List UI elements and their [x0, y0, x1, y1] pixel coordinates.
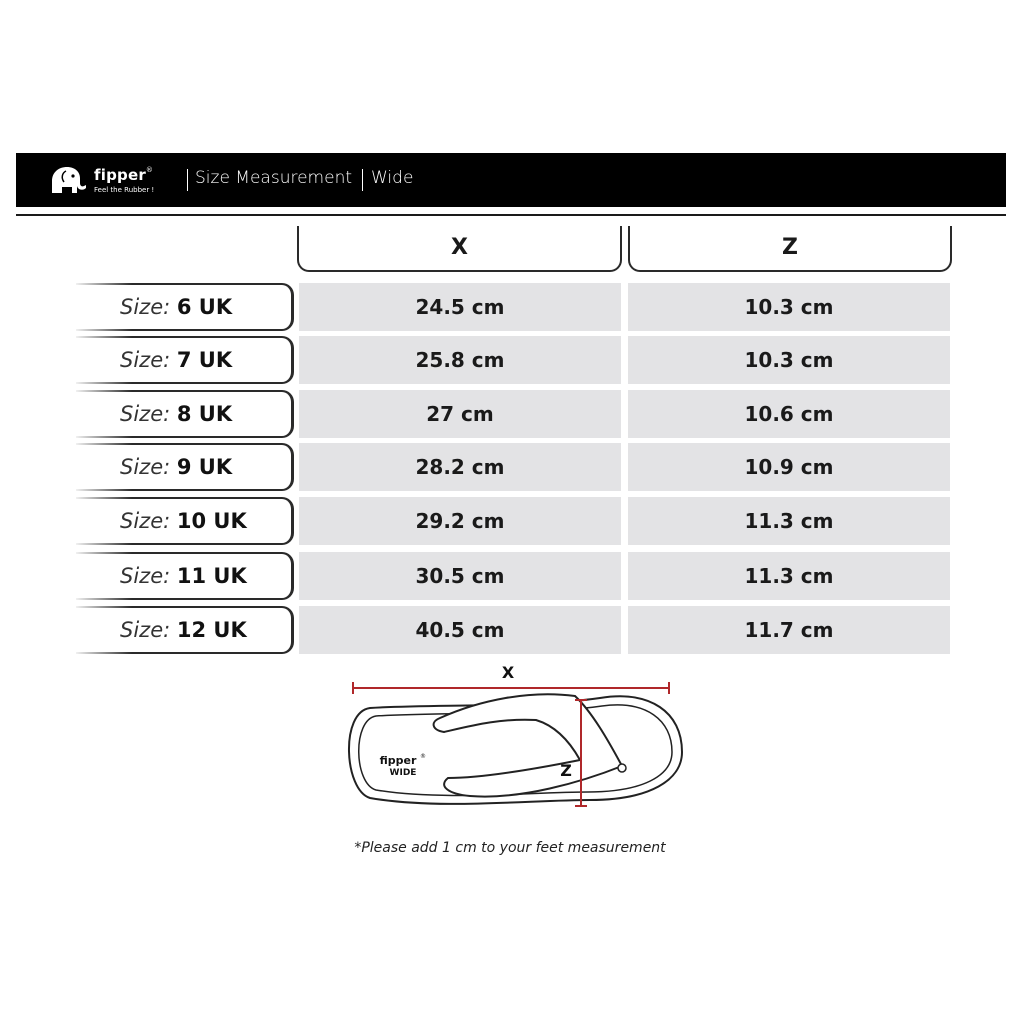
row-label-size: Size: 7 UK — [76, 336, 294, 384]
header-separator — [187, 169, 188, 191]
flip-flop-diagram — [330, 660, 700, 830]
table-cell-x: 30.5 cm — [299, 552, 621, 600]
z-label: Z — [560, 761, 572, 780]
table-cell-x: 27 cm — [299, 390, 621, 438]
page-title: Size Measurement — [195, 168, 353, 188]
row-label-size: Size: 6 UK — [76, 283, 294, 331]
row-label-size: Size: 11 UK — [76, 552, 294, 600]
table-cell-z: 10.9 cm — [628, 443, 950, 491]
row-label-size: Size: 9 UK — [76, 443, 294, 491]
column-header-x — [297, 226, 622, 272]
x-label: X — [501, 663, 515, 682]
table-cell-z: 10.3 cm — [628, 336, 950, 384]
table-cell-x: 24.5 cm — [299, 283, 621, 331]
header-bar — [16, 153, 1006, 207]
column-header-label: Z — [782, 235, 798, 260]
table-cell-z: 10.3 cm — [628, 283, 950, 331]
toe-post — [618, 764, 626, 772]
table-cell-x: 40.5 cm — [299, 606, 621, 654]
table-cell-z: 10.6 cm — [628, 390, 950, 438]
brand-tagline: Feel the Rubber ! — [94, 186, 155, 194]
flip-flop-illustration — [330, 660, 700, 830]
table-cell-z: 11.7 cm — [628, 606, 950, 654]
sole-brand: fipper — [379, 754, 417, 767]
table-cell-z: 11.3 cm — [628, 497, 950, 545]
sole-model: WIDE — [389, 768, 417, 778]
header-underline — [16, 214, 1006, 216]
row-label-size: Size: 12 UK — [76, 606, 294, 654]
table-cell-x: 28.2 cm — [299, 443, 621, 491]
row-label-size: Size: 10 UK — [76, 497, 294, 545]
brand-name: fipper® — [94, 166, 154, 184]
table-cell-x: 25.8 cm — [299, 336, 621, 384]
brand-logo — [46, 161, 176, 201]
page-subtitle: Wide — [371, 168, 414, 188]
measurement-note: *Please add 1 cm to your feet measurement — [354, 840, 666, 856]
row-label-size: Size: 8 UK — [76, 390, 294, 438]
column-header-label: X — [451, 235, 468, 260]
elephant-icon — [46, 165, 90, 195]
table-cell-x: 29.2 cm — [299, 497, 621, 545]
header-separator — [362, 169, 363, 191]
sole-brand-mark: ® — [420, 753, 426, 760]
table-cell-z: 11.3 cm — [628, 552, 950, 600]
column-header-z — [628, 226, 952, 272]
strap — [434, 694, 622, 796]
